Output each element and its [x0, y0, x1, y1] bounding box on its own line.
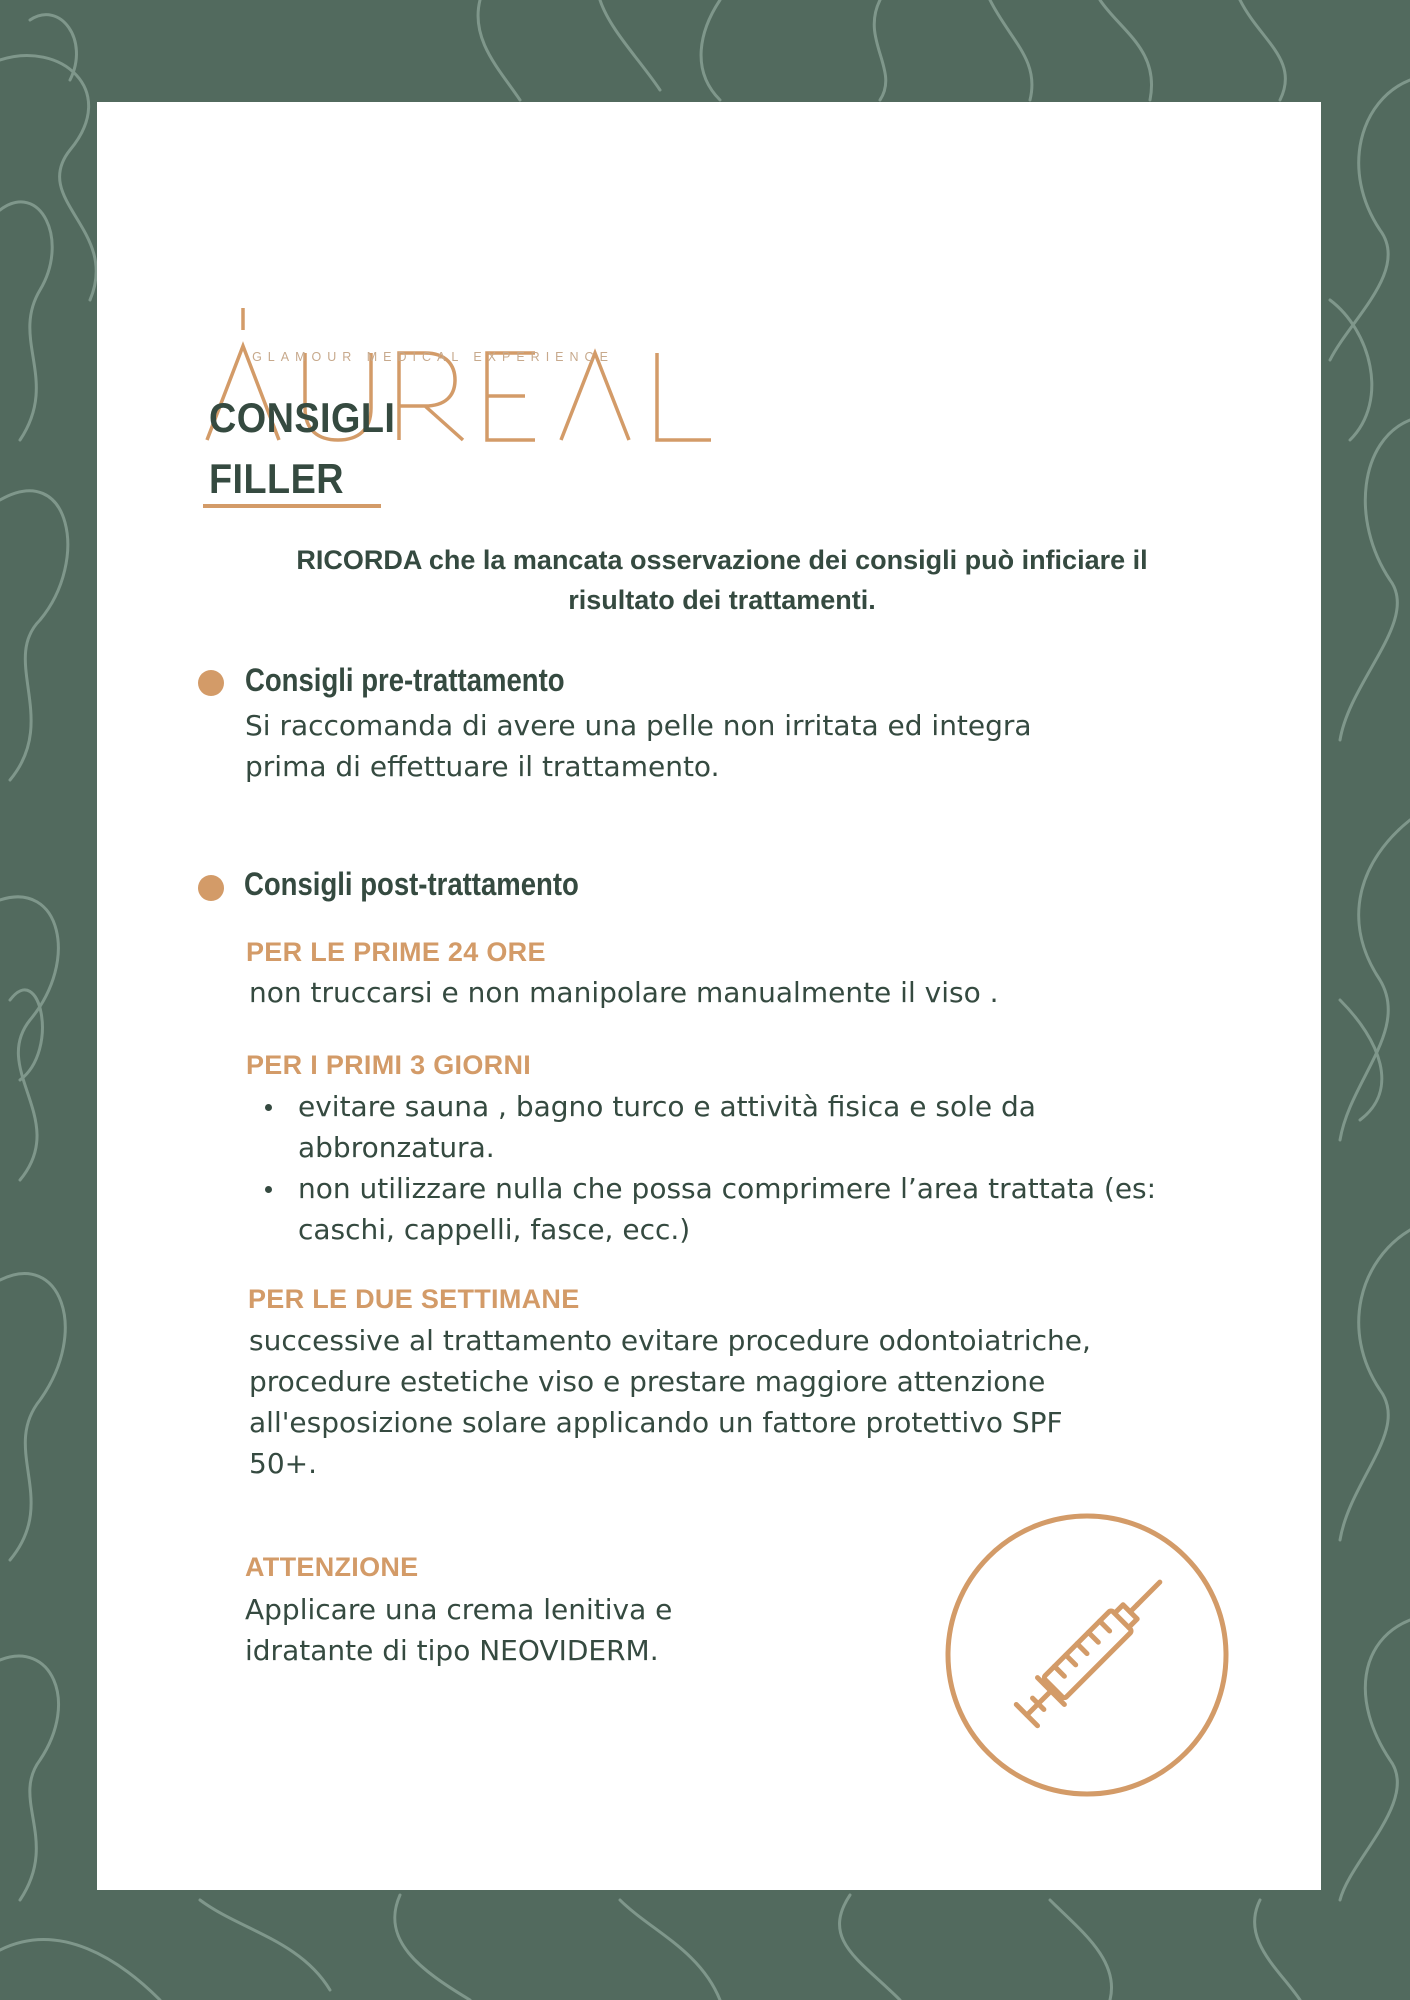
first-3-days-list [245, 1086, 1156, 1250]
bullet-dot-pre [198, 670, 224, 696]
first-24-hours-text: non truccarsi e non manipolare manualmente il viso . [249, 976, 999, 1009]
two-weeks-text [249, 1320, 1091, 1484]
bullet-dot-post [198, 875, 224, 901]
pre-treatment-line-1: Si raccomanda di avere una pelle non irritata ed integra [245, 709, 1032, 742]
reminder-note [217, 540, 1227, 620]
list-item [245, 1168, 1156, 1250]
reminder-line-2: risultato dei trattamenti. [568, 585, 876, 615]
attention-line: Applicare una crema lenitiva e [245, 1593, 673, 1626]
pre-treatment-line-2: prima di effettuare il trattamento. [245, 750, 720, 783]
list-item-line: non utilizzare nulla che possa comprimere l’area trattata (es: [298, 1172, 1157, 1205]
two-weeks-line: procedure estetiche viso e prestare maggiore attenzione [249, 1365, 1046, 1398]
pre-treatment-heading: Consigli pre-trattamento [245, 662, 565, 698]
attention-line: idratante di tipo NEOVIDERM. [245, 1634, 659, 1667]
brand-tagline: GLAMOUR MEDICAL EXPERIENCE [252, 350, 614, 364]
two-weeks-label: PER LE DUE SETTIMANE [248, 1284, 580, 1314]
two-weeks-line: all'esposizione solare applicando un fattore protettivo SPF [249, 1406, 1063, 1439]
list-item-line: evitare sauna , bagno turco e attività fisica e sole da [298, 1090, 1036, 1123]
post-treatment-heading: Consigli post-trattamento [244, 866, 579, 902]
title-underline [203, 504, 381, 508]
list-item [245, 1086, 1156, 1168]
pre-treatment-text [245, 705, 1032, 787]
list-item-line: abbronzatura. [298, 1131, 495, 1164]
page-title-line2: FILLER [209, 455, 344, 502]
page-title-line1: CONSIGLI [209, 394, 396, 441]
advice-card [97, 102, 1321, 1890]
reminder-line-1: RICORDA che la mancata osservazione dei consigli può inficiare il [296, 545, 1148, 575]
attention-label: ATTENZIONE [245, 1552, 419, 1582]
two-weeks-line: 50+. [249, 1447, 317, 1480]
two-weeks-line: successive al trattamento evitare procedure odontoiatriche, [249, 1324, 1091, 1357]
first-24-hours-label: PER LE PRIME 24 ORE [246, 937, 546, 967]
list-item-line: caschi, cappelli, fasce, ecc.) [298, 1213, 691, 1246]
syringe-icon [944, 1512, 1230, 1798]
first-3-days-label: PER I PRIMI 3 GIORNI [246, 1050, 532, 1080]
attention-text [245, 1589, 672, 1671]
